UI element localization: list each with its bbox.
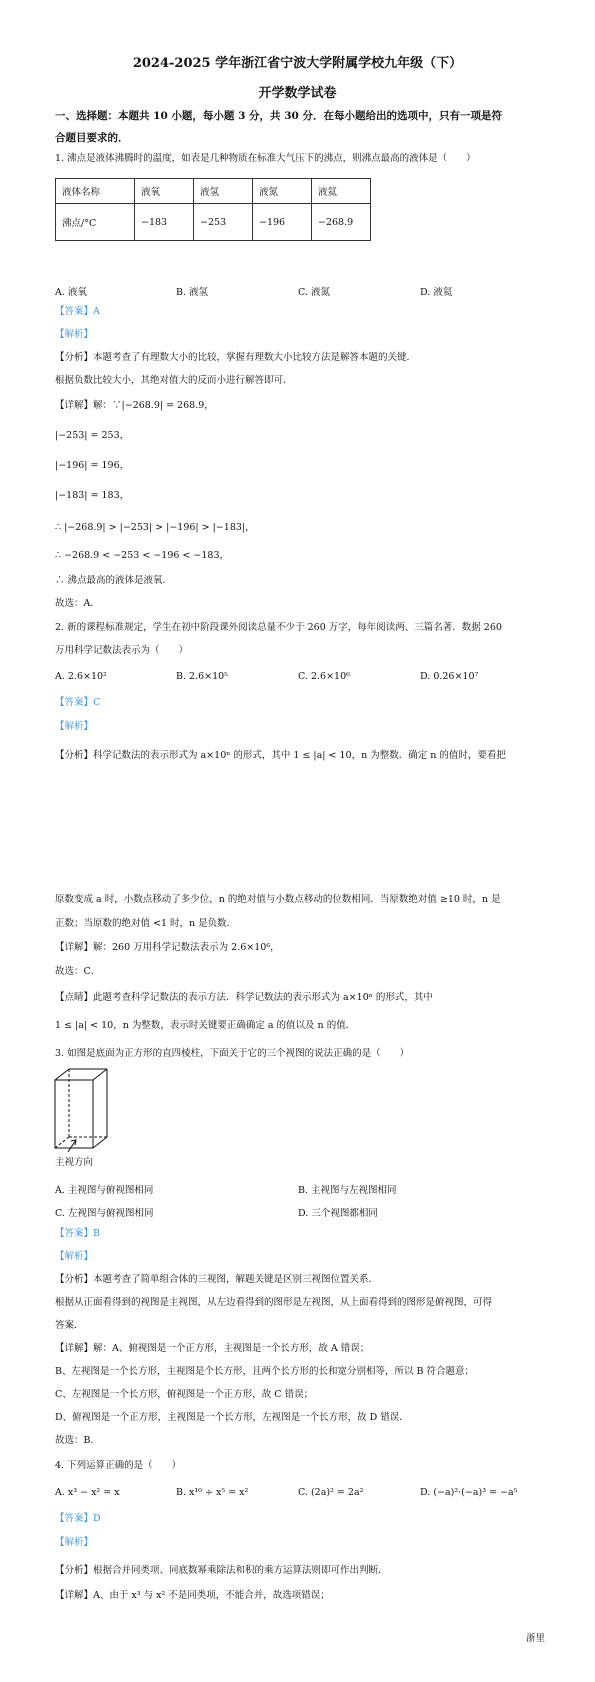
page-footer: 浙里 (525, 1633, 545, 1644)
document-title: 2024-2025 学年浙江省宁波大学附属学校九年级（下） (132, 56, 463, 71)
q3-detail-line1: 【详解】解：A、俯视图是一个正方形，主视图是一个长方形，故 A 错误； (55, 1343, 370, 1354)
section-heading-line1: 一、选择题：本题共 10 小题，每小题 3 分，共 30 分．在每小题给出的选项中，只有一项是符 (55, 110, 502, 122)
q3-analysis-tag: 【解析】 (55, 1251, 94, 1262)
q4-analysis-tag: 【解析】 (55, 1537, 94, 1548)
q3-analysis-line1: 【分析】本题考查了简单组合体的三视图，解题关键是区别三视图位置关系． (55, 1274, 379, 1285)
q1-choose: 故选：A． (55, 598, 100, 609)
q1-detail-line6: ∴ −268.9 < −253 < −196 < −183， (55, 550, 229, 561)
q3-option-c: C. 左视图与俯视图相同 (55, 1208, 154, 1219)
table-cell: −183 (135, 204, 194, 241)
table-cell: 液氢 (194, 179, 253, 204)
q2-option-c: C. 2.6×10⁶ (298, 671, 350, 682)
q4-option-d: D. (−a)²·(−a)³ = −a⁵ (420, 1487, 518, 1498)
q3-detail-line4: D、俯视图是一个正方形，主视图是一个长方形，左视图是一个长方形，故 D 错误． (55, 1412, 409, 1423)
q3-answer: 【答案】B (55, 1228, 100, 1239)
q1-detail-line3: |−196| = 196， (55, 460, 130, 471)
q3-figure-label: 主视方向 (55, 1157, 94, 1168)
q1-analysis-line1: 【分析】本题考查了有理数大小的比较，掌握有理数大小比较方法是解答本题的关键． (55, 352, 417, 363)
table-cell: 液体名称 (56, 179, 135, 204)
q3-analysis-line3: 答案． (55, 1320, 84, 1331)
q1-answer: 【答案】A (55, 306, 100, 317)
q2-option-b: B. 2.6×10⁵ (176, 671, 228, 682)
q4-option-a: A. x³ − x² = x (55, 1487, 120, 1498)
q1-option-c: C. 液氮 (298, 287, 330, 298)
q4-option-c: C. (2a)² = 2a² (298, 1487, 364, 1498)
q3-option-d: D. 三个视图都相同 (298, 1208, 378, 1219)
q1-analysis-line2: 根据负数比较大小，其绝对值大的反而小进行解答即可． (55, 375, 293, 386)
q3-analysis-line2: 根据从正面看得到的视图是主视图，从左边看得到的图形是左视图，从上面看得到的图形是俯视图，可得 (55, 1297, 493, 1308)
q2-option-d: D. 0.26×10⁷ (420, 671, 479, 682)
q1-detail-line5: ∴ |−268.9| > |−253| > |−196| > |−183|， (55, 522, 255, 533)
q3-detail-line2: B、左视图是一个长方形，主视图是个长方形，且两个长方形的长和宽分别相等，所以 B 符合题意； (55, 1366, 475, 1377)
q2-analysis-tag: 【解析】 (55, 721, 94, 732)
section-heading-line2: 合题目要求的． (55, 132, 129, 144)
q4-analysis-line1: 【分析】根据合并同类项、同底数幂乘除法和积的乘方运算法则即可作出判断． (55, 1565, 388, 1576)
q2-stem-line2: 万用科学记数法表示为（ ） (55, 645, 189, 656)
q4-option-b: B. x¹⁰ ÷ x⁵ = x² (176, 1487, 249, 1498)
document-subtitle: 开学数学试卷 (258, 86, 337, 101)
q1-analysis-tag: 【解析】 (55, 329, 94, 340)
q2-option-a: A. 2.6×10² (55, 671, 107, 682)
q2-analysis-line2: 原数变成 a 时，小数点移动了多少位，n 的绝对值与小数点移动的位数相同．当原数绝对值 ≥10 时，n 是 (55, 894, 501, 905)
q1-option-d: D. 液氦 (420, 287, 453, 298)
q2-analysis-line1: 【分析】科学记数法的表示形式为 a×10ⁿ 的形式，其中 1 ≤ |a| < 10，n 为整数．确定 n 的值时，要看把 (55, 750, 506, 761)
q4-answer: 【答案】D (55, 1513, 101, 1524)
q2-detail-line1: 【详解】解：260 万用科学记数法表示为 2.6×10⁶， (55, 942, 280, 953)
q2-stem-line1: 2. 新的课程标准规定，学生在初中阶段课外阅读总量不少于 260 万字，每年阅读两、三篇名著．数据 260 (55, 622, 502, 633)
q4-stem: 4. 下列运算正确的是（ ） (55, 1460, 182, 1471)
q3-stem: 3. 如图是底面为正方形的直四棱柱，下面关于它的三个视图的说法正确的是（ ） (55, 1048, 410, 1059)
table-cell: 液氦 (312, 179, 371, 204)
table-cell: −253 (194, 204, 253, 241)
q2-comment-line2: 1 ≤ |a| < 10，n 为整数，表示时关键要正确确定 a 的值以及 n 的值． (55, 1020, 356, 1031)
table-cell: −268.9 (312, 204, 371, 241)
q1-option-b: B. 液氢 (176, 287, 209, 298)
q2-comment-line1: 【点睛】此题考查科学记数法的表示方法．科学记数法的表示形式为 a×10ⁿ 的形式，其中 (55, 992, 433, 1003)
q1-boiling-point-table (55, 178, 371, 241)
q3-choose: 故选：B． (55, 1435, 100, 1446)
table-cell: 沸点/°C (56, 204, 135, 241)
q4-detail-line1: 【详解】A、由于 x³ 与 x² 不是同类项，不能合并，故选项错误； (55, 1590, 330, 1601)
q1-option-a: A. 液氧 (55, 287, 87, 298)
table-cell: 液氮 (253, 179, 312, 204)
q1-detail-line1: 【详解】解：∵|−268.9| = 268.9， (55, 400, 214, 411)
q1-detail-line4: |−183| = 183， (55, 490, 130, 501)
q2-choose: 故选：C． (55, 966, 101, 977)
q1-detail-line2: |−253| = 253， (55, 430, 130, 441)
q2-analysis-line3: 正数；当原数的绝对值 <1 时，n 是负数． (55, 918, 237, 929)
q1-detail-line7: ∴ 沸点最高的液体是液氧． (55, 575, 173, 586)
q3-detail-line3: C、左视图是一个长方形，俯视图是一个正方形，故 C 错误； (55, 1389, 314, 1400)
q2-answer: 【答案】C (55, 697, 101, 708)
table-cell: 液氧 (135, 179, 194, 204)
q3-option-a: A. 主视图与俯视图相同 (55, 1185, 154, 1196)
table-cell: −196 (253, 204, 312, 241)
prism-figure (52, 1066, 114, 1154)
q3-option-b: B. 主视图与左视图相同 (298, 1185, 397, 1196)
q1-stem: 1. 沸点是液体沸腾时的温度，如表是几种物质在标准大气压下的沸点，则沸点最高的液体是（ ） (55, 153, 476, 164)
